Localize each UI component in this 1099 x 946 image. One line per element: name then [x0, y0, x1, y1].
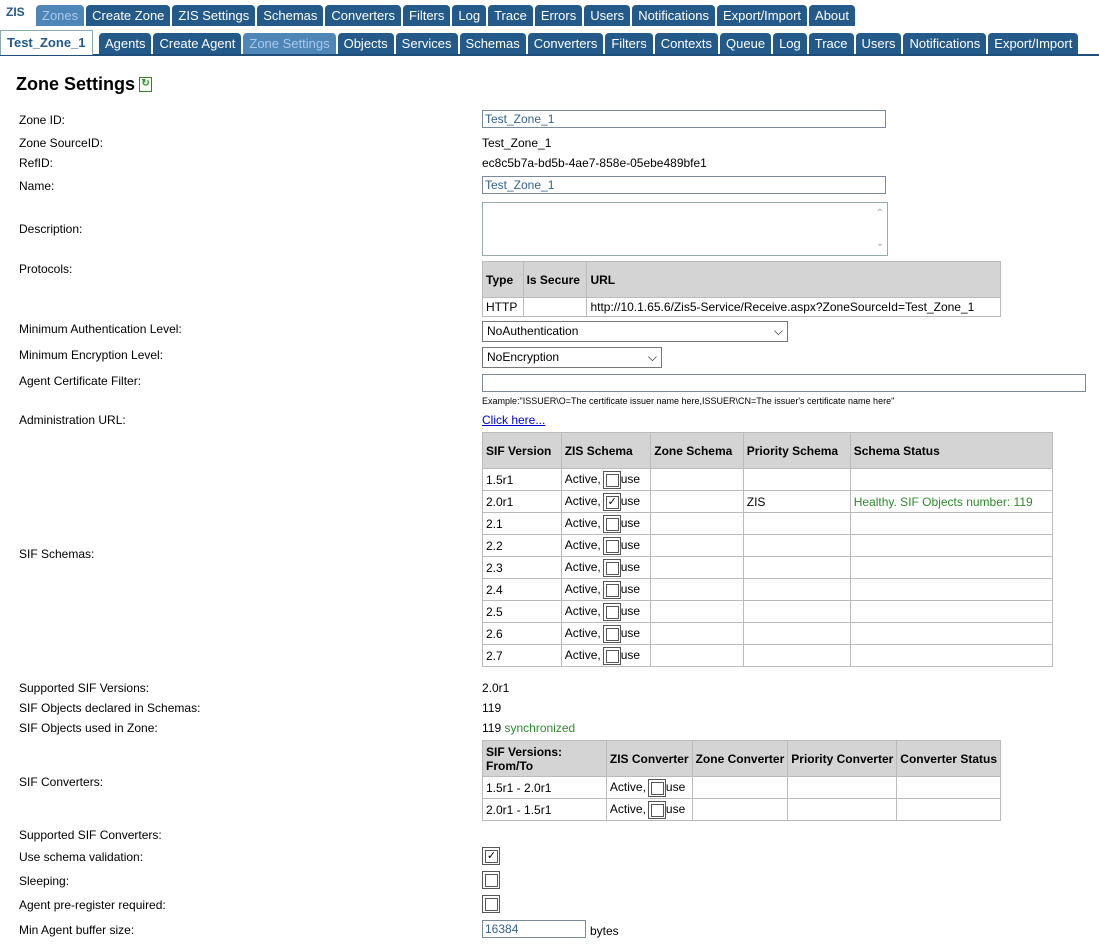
- active-text: Active,: [609, 779, 646, 794]
- checkbox-icon: [606, 518, 619, 531]
- objects-used-line: [482, 721, 575, 735]
- zone-tab-filters[interactable]: Filters: [605, 33, 652, 54]
- active-text: Active,: [564, 603, 601, 618]
- refid-label: RefID:: [19, 156, 54, 170]
- zis-schema-cell: [561, 579, 651, 601]
- name-input[interactable]: Test_Zone_1: [482, 176, 886, 194]
- priority-converter: [788, 799, 897, 821]
- min-auth-label: Minimum Authentication Level:: [19, 322, 182, 336]
- use-schema-checkbox[interactable]: [603, 625, 621, 643]
- converters-header: SIF Versions: From/To: [483, 741, 607, 777]
- priority-schema: [743, 557, 850, 579]
- priority-schema: [743, 601, 850, 623]
- zis-converter-cell: [606, 799, 692, 821]
- checkbox-icon: [651, 804, 664, 817]
- page-title-text: Zone Settings: [16, 74, 136, 94]
- name-label: Name:: [19, 179, 55, 193]
- zone-schema: [651, 623, 743, 645]
- use-text: use: [620, 625, 641, 640]
- zone-tab-create-agent[interactable]: Create Agent: [153, 33, 241, 54]
- use-schema-checkbox[interactable]: [603, 581, 621, 599]
- active-text: Active,: [564, 559, 601, 574]
- zis-schema-cell: [561, 623, 651, 645]
- checkbox-icon: [606, 606, 619, 619]
- refresh-icon[interactable]: ↻: [139, 77, 152, 92]
- use-converter-checkbox[interactable]: [648, 801, 666, 819]
- description-textarea[interactable]: [482, 202, 888, 256]
- cert-filter-input[interactable]: [482, 374, 1086, 392]
- zis-schema-cell: [561, 513, 651, 535]
- refid-value: ec8c5b7a-bd5b-4ae7-858e-05ebe489bfe1: [482, 156, 707, 170]
- priority-schema: ZIS: [743, 491, 850, 513]
- checkbox-icon: [485, 898, 498, 911]
- scroll-up-icon[interactable]: ⌃: [875, 208, 885, 219]
- nav-tab-trace[interactable]: Trace: [488, 5, 533, 26]
- zone-tab-users[interactable]: Users: [856, 33, 902, 54]
- schema-status: [850, 601, 1052, 623]
- checkbox-icon: [606, 628, 619, 641]
- table-row: [483, 557, 1053, 579]
- converter-pair: 2.0r1 - 1.5r1: [483, 799, 607, 821]
- checkbox-icon: [651, 782, 664, 795]
- schema-status: [850, 579, 1052, 601]
- zone-tab-agents[interactable]: Agents: [99, 33, 151, 54]
- zone-tab-converters[interactable]: Converters: [528, 33, 604, 54]
- nav-tab-notifications[interactable]: Notifications: [632, 5, 715, 26]
- converter-pair: 1.5r1 - 2.0r1: [483, 777, 607, 799]
- schema-version: 2.5: [483, 601, 562, 623]
- use-text: use: [620, 493, 641, 508]
- zone-tab-notifications[interactable]: Notifications: [903, 33, 986, 54]
- cert-filter-hint: Example:"ISSUER\O=The certificate issuer name here,ISSUER\CN=The issuer's certificate name here": [482, 396, 895, 406]
- priority-converter: [788, 777, 897, 799]
- schema-version: 2.6: [483, 623, 562, 645]
- protocols-label: Protocols:: [19, 262, 73, 276]
- nav-tab-schemas[interactable]: Schemas: [257, 5, 323, 26]
- zis-schema-cell: [561, 601, 651, 623]
- page-title: [16, 74, 152, 95]
- preregister-label: Agent pre-register required:: [19, 898, 166, 912]
- zone-id-label: Zone ID:: [19, 113, 66, 127]
- zis-schema-cell: [561, 535, 651, 557]
- active-text: Active,: [564, 493, 601, 508]
- nav-tab-log[interactable]: Log: [452, 5, 486, 26]
- zone-tab-zone-settings[interactable]: Zone Settings: [243, 33, 335, 54]
- zone-tab-contexts[interactable]: Contexts: [655, 33, 718, 54]
- zone-schema: [651, 557, 743, 579]
- main-nav: [0, 0, 1099, 26]
- checkbox-icon: [485, 874, 498, 887]
- table-row: [483, 623, 1053, 645]
- table-row: [483, 579, 1053, 601]
- nav-tab-converters[interactable]: Converters: [325, 5, 401, 26]
- use-schema-checkbox[interactable]: [603, 515, 621, 533]
- schema-status: Healthy. SIF Objects number: 119: [850, 491, 1052, 513]
- priority-schema: [743, 535, 850, 557]
- objects-used-value: 119: [482, 721, 502, 735]
- active-text: Active,: [564, 471, 601, 486]
- active-text: Active,: [564, 625, 601, 640]
- cert-filter-label: Agent Certificate Filter:: [19, 374, 142, 388]
- schema-validation-checkbox[interactable]: [482, 847, 500, 865]
- use-schema-checkbox[interactable]: [603, 471, 621, 489]
- zone-tab-export-import[interactable]: Export/Import: [988, 33, 1078, 54]
- table-row: [483, 469, 1053, 491]
- schema-version: 2.4: [483, 579, 562, 601]
- brand-label: ZIS: [6, 5, 25, 19]
- use-text: use: [620, 559, 641, 574]
- buffer-unit: bytes: [590, 924, 619, 938]
- protocol-secure: [523, 298, 587, 317]
- zone-tab-log[interactable]: Log: [773, 33, 807, 54]
- zone-schema: [651, 579, 743, 601]
- protocols-header: Is Secure: [523, 262, 587, 298]
- supported-versions-label: Supported SIF Versions:: [19, 681, 150, 695]
- use-schema-checkbox[interactable]: [603, 603, 621, 621]
- use-text: use: [665, 779, 686, 794]
- schema-status: [850, 623, 1052, 645]
- sif-converters-table: [482, 740, 1001, 821]
- active-text: Active,: [564, 515, 601, 530]
- description-label: Description:: [19, 222, 83, 236]
- active-text: Active,: [609, 801, 646, 816]
- nav-tab-errors[interactable]: Errors: [535, 5, 582, 26]
- objects-used-status: synchronized: [504, 721, 576, 735]
- preregister-checkbox[interactable]: [482, 895, 500, 913]
- buffer-label: Min Agent buffer size:: [19, 923, 135, 937]
- table-row: [483, 645, 1053, 667]
- zis-schema-cell: [561, 645, 651, 667]
- priority-schema: [743, 513, 850, 535]
- schema-status: [850, 513, 1052, 535]
- nav-tab-users[interactable]: Users: [584, 5, 630, 26]
- use-schema-checkbox[interactable]: [603, 647, 621, 665]
- table-row: [483, 601, 1053, 623]
- checkbox-icon: [606, 474, 619, 487]
- schemas-header: ZIS Schema: [561, 433, 651, 469]
- zone-schema: [651, 535, 743, 557]
- objects-declared-value: 119: [482, 701, 502, 715]
- sif-schemas-table: [482, 432, 1053, 667]
- zone-tab-objects[interactable]: Objects: [338, 33, 394, 54]
- table-row: [483, 513, 1053, 535]
- schema-status: [850, 469, 1052, 491]
- schema-status: [850, 535, 1052, 557]
- protocols-header: URL: [587, 262, 1001, 298]
- scroll-down-icon[interactable]: ⌄: [875, 238, 885, 249]
- use-text: use: [620, 537, 641, 552]
- converters-header: Zone Converter: [692, 741, 788, 777]
- zis-schema-cell: [561, 557, 651, 579]
- nav-tab-create-zone[interactable]: Create Zone: [86, 5, 170, 26]
- checkbox-icon: ✓: [486, 850, 497, 862]
- nav-tab-filters[interactable]: Filters: [403, 5, 450, 26]
- nav-tab-zis-settings[interactable]: ZIS Settings: [172, 5, 255, 26]
- nav-tab-about[interactable]: About: [809, 5, 855, 26]
- checkbox-icon: ✓: [607, 495, 617, 508]
- supported-converters-label: Supported SIF Converters:: [19, 828, 162, 842]
- zone-tab-current[interactable]: Test_Zone_1: [0, 30, 93, 55]
- protocol-url: http://10.1.65.6/Zis5-Service/Receive.aspx?ZoneSourceId=Test_Zone_1: [587, 298, 1001, 317]
- zone-schema: [651, 469, 743, 491]
- zone-converter: [692, 777, 788, 799]
- zone-schema: [651, 601, 743, 623]
- zone-id-input[interactable]: Test_Zone_1: [482, 110, 886, 128]
- checkbox-icon: [606, 584, 619, 597]
- chevron-down-icon: ⌵: [773, 324, 783, 338]
- min-auth-select[interactable]: [482, 321, 788, 342]
- zone-tab-services[interactable]: Services: [396, 33, 458, 54]
- table-row: [483, 491, 1053, 513]
- schemas-header: SIF Version: [483, 433, 562, 469]
- schema-version: 2.2: [483, 535, 562, 557]
- zone-nav: [0, 28, 1099, 56]
- chevron-down-icon: ⌵: [647, 350, 657, 364]
- priority-schema: [743, 623, 850, 645]
- priority-schema: [743, 469, 850, 491]
- table-row: [483, 799, 1001, 821]
- min-auth-value: NoAuthentication: [487, 324, 579, 338]
- table-row: [483, 777, 1001, 799]
- nav-tab-export-import[interactable]: Export/Import: [717, 5, 807, 26]
- converter-status: [897, 799, 1001, 821]
- converters-header: Priority Converter: [788, 741, 897, 777]
- zone-schema: [651, 645, 743, 667]
- zone-converter: [692, 799, 788, 821]
- zone-nav-tabs: [99, 33, 1078, 54]
- use-text: use: [620, 603, 641, 618]
- nav-tab-zones[interactable]: Zones: [36, 5, 84, 26]
- converters-header: ZIS Converter: [606, 741, 692, 777]
- source-id-value: Test_Zone_1: [482, 136, 552, 150]
- schema-version: 2.1: [483, 513, 562, 535]
- checkbox-icon: [606, 562, 619, 575]
- admin-url-label: Administration URL:: [19, 413, 126, 427]
- converters-header: Converter Status: [897, 741, 1001, 777]
- main-nav-tabs: [36, 5, 855, 26]
- admin-url-link[interactable]: Click here...: [482, 413, 546, 427]
- use-text: use: [620, 581, 641, 596]
- table-row: [483, 535, 1053, 557]
- zone-tab-trace[interactable]: Trace: [809, 33, 854, 54]
- schemas-header: Priority Schema: [743, 433, 850, 469]
- protocols-header: Type: [483, 262, 524, 298]
- objects-used-label: SIF Objects used in Zone:: [19, 721, 158, 735]
- active-text: Active,: [564, 537, 601, 552]
- use-text: use: [620, 471, 641, 486]
- use-converter-checkbox[interactable]: [648, 779, 666, 797]
- schema-status: [850, 645, 1052, 667]
- buffer-input[interactable]: 16384: [482, 920, 586, 938]
- priority-schema: [743, 645, 850, 667]
- schema-status: [850, 557, 1052, 579]
- schema-version: 2.3: [483, 557, 562, 579]
- zone-tab-queue[interactable]: Queue: [720, 33, 771, 54]
- use-text: use: [620, 515, 641, 530]
- active-text: Active,: [564, 581, 601, 596]
- use-schema-checkbox[interactable]: [603, 559, 621, 577]
- zis-schema-cell: [561, 469, 651, 491]
- zis-schema-cell: [561, 491, 651, 513]
- schema-version: 2.0r1: [483, 491, 562, 513]
- sleeping-label: Sleeping:: [19, 874, 70, 888]
- supported-versions-value: 2.0r1: [482, 681, 510, 695]
- sleeping-checkbox[interactable]: [482, 871, 500, 889]
- source-id-label: Zone SourceID:: [19, 136, 104, 150]
- zis-converter-cell: [606, 777, 692, 799]
- zone-schema: [651, 491, 743, 513]
- min-enc-value: NoEncryption: [487, 350, 560, 364]
- schema-validation-label: Use schema validation:: [19, 850, 144, 864]
- priority-schema: [743, 579, 850, 601]
- protocols-table: [482, 261, 1001, 317]
- zone-schema: [651, 513, 743, 535]
- min-enc-select[interactable]: [482, 347, 662, 368]
- schema-version: 2.7: [483, 645, 562, 667]
- use-schema-checkbox[interactable]: [603, 537, 621, 555]
- protocol-type: HTTP: [483, 298, 524, 317]
- schema-version: 1.5r1: [483, 469, 562, 491]
- checkbox-icon: [606, 540, 619, 553]
- use-schema-checkbox[interactable]: [603, 493, 621, 511]
- use-text: use: [665, 801, 686, 816]
- converter-status: [897, 777, 1001, 799]
- schemas-header: Zone Schema: [651, 433, 743, 469]
- sif-converters-label: SIF Converters:: [19, 775, 104, 789]
- active-text: Active,: [564, 647, 601, 662]
- schemas-header: Schema Status: [850, 433, 1052, 469]
- objects-declared-label: SIF Objects declared in Schemas:: [19, 701, 201, 715]
- sif-schemas-label: SIF Schemas:: [19, 547, 95, 561]
- zone-tab-schemas[interactable]: Schemas: [460, 33, 526, 54]
- min-enc-label: Minimum Encryption Level:: [19, 348, 164, 362]
- use-text: use: [620, 647, 641, 662]
- checkbox-icon: [606, 650, 619, 663]
